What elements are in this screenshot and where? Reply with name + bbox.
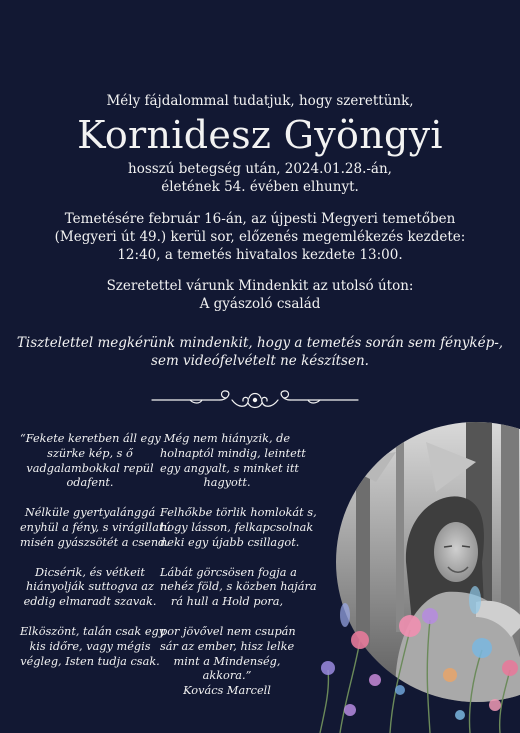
poem-line: Dicsérik, és vétkeit	[35, 565, 145, 579]
welcome-line: Szeretettel várunk Mindenkit az utolsó úton:	[106, 278, 414, 294]
deceased-name: Kornidesz Gyöngyi	[77, 113, 443, 157]
poem-line: rá hull a Hold pora,	[170, 595, 284, 609]
poem-stanza	[160, 506, 317, 550]
poem-line: Felhőkbe törlik homlokát s,	[160, 506, 317, 520]
poem-stanza	[20, 566, 160, 610]
signature-line: A gyászoló család	[199, 296, 321, 312]
death-details	[0, 160, 520, 196]
poem-line: Nélküle gyertyalánggá	[24, 506, 156, 520]
funeral-info	[0, 210, 520, 264]
poem-line: vadgalambokkal repül	[26, 461, 154, 475]
poem-column-left	[20, 432, 171, 684]
poem-line: enyhül a fény, s virágillatú	[20, 520, 171, 534]
poem-line: mint a Mindenség,	[173, 654, 281, 668]
funeral-info-line: Temetésére február 16-án, az újpesti Megyeri temetőben	[64, 211, 456, 227]
death-details-line: hosszú betegség után, 2024.01.28.-án,	[128, 161, 392, 177]
poem-line: kis időre, vagy mégis	[29, 639, 151, 653]
flower-decoration	[300, 560, 520, 733]
funeral-info-line: (Megyeri út 49.) kerül sor, előzenés megemlékezés kezdete:	[54, 229, 466, 245]
flourish-ornament	[150, 386, 360, 414]
poem-line: hogy lásson, felkapcsolnak	[160, 520, 314, 534]
poem-line: szürke kép, s ő	[47, 446, 133, 460]
poem-stanza	[20, 506, 171, 550]
poem-line: végleg, Isten tudja csak.	[20, 654, 160, 668]
intro-text: Mély fájdalommal tudatjuk, hogy szerettünk,	[106, 93, 414, 109]
poem-column-right	[160, 432, 317, 714]
poem-line: odafent.	[66, 476, 114, 490]
poem-line: egy angyalt, s minket itt	[160, 461, 299, 475]
poem-line: misén gyászsötét a csend.	[20, 535, 169, 549]
poem-stanza	[20, 432, 160, 491]
poem-line: “Fekete keretben áll egy	[20, 432, 161, 445]
poem-line: eddig elmaradt szavak.	[23, 595, 157, 609]
photo-request-line: Tisztelettel megkérünk mindenkit, hogy a temetés során sem fénykép-,	[16, 335, 504, 351]
poem-line: Elköszönt, talán csak egy	[20, 624, 166, 638]
funeral-info-line: 12:40, a temetés hivatalos kezdete 13:00.	[117, 247, 403, 263]
poem-author: Kovács Marcell	[183, 684, 271, 698]
poem-line: holnaptól mindig, leintett	[160, 446, 306, 460]
death-details-line: életének 54. évében elhunyt.	[161, 179, 359, 195]
poem-line: Még nem hiányzik, de	[163, 432, 291, 445]
photo-request-line: sem videófelvételt ne készítsen.	[151, 353, 369, 369]
poem-line: neki egy újabb csillagot.	[160, 535, 300, 549]
poem-line: hagyott.	[203, 476, 251, 490]
poem-stanza	[160, 625, 294, 699]
poem-stanza	[20, 624, 166, 669]
photo-request	[0, 334, 520, 370]
poem-line: akkora.”	[202, 669, 252, 683]
poem-line: por jövővel nem csupán	[160, 624, 296, 638]
poem-line: hiányolják suttogva az	[26, 580, 154, 594]
poem-line: sár az ember, hisz lelke	[160, 639, 295, 653]
poem-stanza	[160, 432, 306, 491]
welcome-text	[0, 277, 520, 313]
poem-line: nehéz föld, s közben hajára	[160, 580, 317, 594]
poem-stanza	[160, 565, 317, 610]
poem-line: Lábát görcsösen fogja a	[160, 565, 297, 579]
